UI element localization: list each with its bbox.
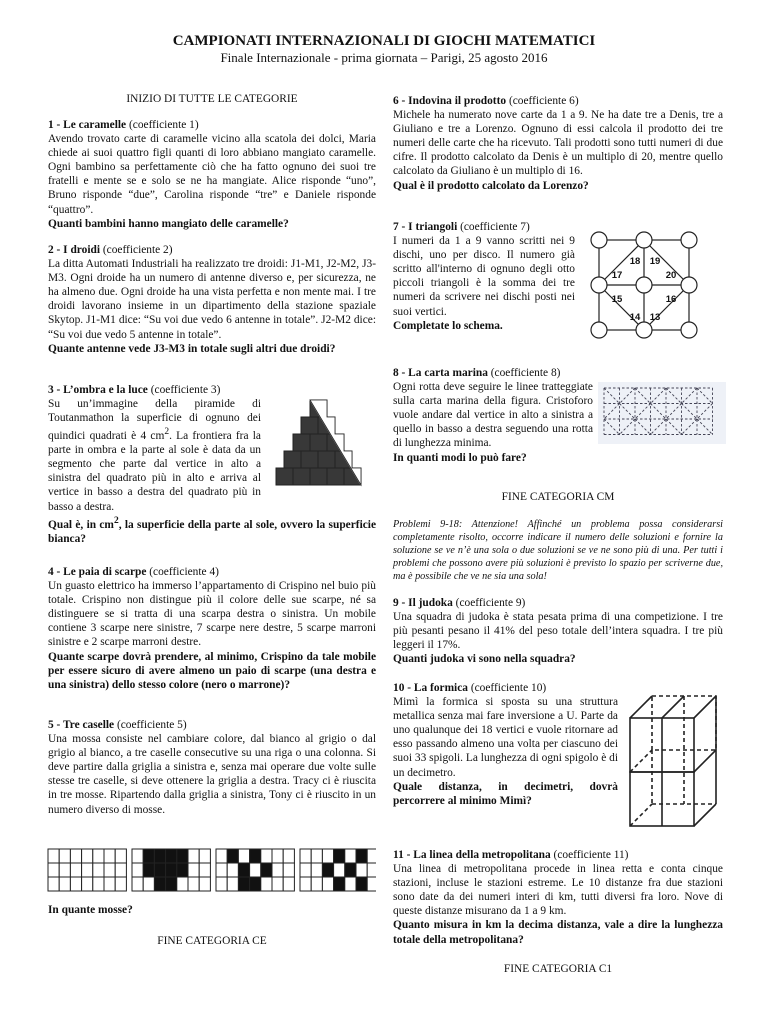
problem-11-coef: (coefficiente 11) bbox=[550, 849, 629, 861]
problem-7 bbox=[393, 220, 575, 333]
problem-8-text: Ogni rotta deve seguire le linee tratteggiate sulla carta marina della figura. Cristoforo vuole andare dal vertice in alto a sinistra a quello in basso a destra seguendo una rotta di lunghezza minima. bbox=[393, 381, 593, 450]
problem-6-coef: (coefficiente 6) bbox=[506, 95, 579, 107]
problem-5-coef: (coefficiente 5) bbox=[114, 719, 187, 731]
problem-8-question: In quanti modi lo può fare? bbox=[393, 451, 527, 464]
problem-7-title: 7 - I triangoli bbox=[393, 221, 458, 233]
tri-num-20: 20 bbox=[665, 270, 677, 281]
problem-10-question: Quale distanza, in decimetri, dovrà percorrere al minimo Mimì? bbox=[393, 780, 618, 807]
problem-3-coef: (coefficiente 3) bbox=[147, 384, 221, 396]
problem-11-title: 11 - La linea della metropolitana bbox=[393, 849, 551, 861]
problem-2-title: 2 - I droidi bbox=[48, 244, 101, 256]
problem-6-question: Qual è il prodotto calcolato da Lorenzo? bbox=[393, 179, 589, 192]
problem-4-text: Un guasto elettrico ha immerso l’appartamento di Crispino nel buio più totale. Crispino non distingue più il colore delle sue scarpe, né sa distinguere se si tratta di una scarpa destra o sinistra. Un mobile contiene 3 scarpe nere sinistre, 7 scarpe nere destre, 5 scarpe marroni sinistre e 2 scarpe marroni destre. bbox=[48, 580, 376, 649]
problem-8-coef: (coefficiente 8) bbox=[487, 367, 561, 379]
tri-num-13: 13 bbox=[649, 312, 661, 323]
problem-5-title: 5 - Tre caselle bbox=[48, 719, 115, 731]
page-subtitle: Finale Internazionale - prima giornata – Parigi, 25 agosto 2016 bbox=[220, 50, 548, 65]
tri-num-15: 15 bbox=[611, 294, 623, 305]
problem-7-question: Completate lo schema. bbox=[393, 319, 503, 332]
problem-6 bbox=[393, 94, 723, 193]
problem-3-text: Su un’immagine della piramide di Toutanmathon la superficie di ognuno dei quindici quadrati è 4 $cm^2$. La frontiera fra la parte in ombra e la parte al sole è data da un segmento che parte dal vertice in alto a sinistra del quadrato più in alto e arriva al vertice in basso a destra del quadrato più in basso a destra. bbox=[48, 398, 261, 513]
grid-3 bbox=[216, 849, 294, 891]
problem-9-text: Una squadra di judoka è stata pesata prima di una competizione. I tre più pesanti pesano il 41% del peso totale dell’intera squadra. I tre più leggeri il 17%. bbox=[393, 611, 723, 652]
problem-11 bbox=[393, 848, 723, 947]
problem-9 bbox=[393, 596, 723, 666]
problem-7-coef: (coefficiente 7) bbox=[457, 221, 530, 233]
problem-10-text: Mimì la formica si sposta su una struttura metallica senza mai fare inversione a U. Parte da uno qualunque dei 18 vertici e vuole ritornare ad esso passando almeno una volta per ciascuno dei suoi 33 spigoli. La lunghezza di ogni spigolo è di un decimetro. bbox=[393, 696, 618, 779]
fine-categoria-ce: FINE CATEGORIA CE bbox=[157, 935, 267, 947]
tri-num-14: 14 bbox=[629, 312, 641, 323]
sea-chart-figure bbox=[598, 382, 726, 444]
problem-9-title: 9 - Il judoka bbox=[393, 597, 453, 609]
problem-6-title: 6 - Indovina il prodotto bbox=[393, 95, 507, 107]
note-problems-9-18: Problemi 9-18: Attenzione! Affinché un problema possa considerarsi completamente risolto, occorre indicare il numero delle soluzioni e fornire la soluzione se ve n’è una sola o due soluzioni se ve ne sono più di una. Per tutti i problemi che possono avere più soluzioni è previsto lo spazio per scriverne due, ma è possibile che ve ne sia una sola! bbox=[393, 519, 723, 582]
problem-8-title: 8 - La carta marina bbox=[393, 367, 488, 379]
fine-categoria-c1: FINE CATEGORIA C1 bbox=[503, 963, 613, 975]
problem-10-coef: (coefficiente 10) bbox=[467, 682, 547, 694]
problem-2-question: Quante antenne vede J3-M3 in totale sugli altri due droidi? bbox=[48, 342, 336, 355]
problem-3-question: Qual è, in $cm^2$, la superficie della parte al sole, ovvero la superficie bianca? bbox=[48, 515, 377, 545]
problem-1-coef: (coefficiente 1) bbox=[126, 119, 199, 131]
problem-9-coef: (coefficiente 9) bbox=[452, 597, 526, 609]
problem-1-text: Avendo trovato carte di caramelle vicino alla scatola dei dolci, Maria chiede ai suoi quattro figli quanti di loro abbiano mangiato caramelle. Ogni bambino sa perfettamente ciò che ha fatto ognuno dei suoi tre fratelli e mente se e solo se ne ha mangiate. Alice risponde “uno”, Bruno risponde “due”, Carolina risponde “tre” e Daniele risponde “quattro”. bbox=[48, 133, 376, 216]
problem-4-title: 4 - Le paia di scarpe bbox=[48, 566, 147, 578]
problem-6-text: Michele ha numerato nove carte da 1 a 9. Ne ha date tre a Denis, tre a Giuliano e tre a Lorenzo. Ognuno di essi calcola il prodotto dei tre numeri delle carte che ha ricevuto. Tali prodotti sono tutti numeri di due cifre. Il prodotto calcolato da Denis è un multiplo di 20, mentre quello calcolato da Giuliano è un multiplo di 16. bbox=[393, 109, 723, 178]
triangles-figure bbox=[585, 226, 703, 344]
problem-4 bbox=[48, 565, 376, 692]
problem-2-coef: (coefficiente 2) bbox=[100, 244, 173, 256]
tri-num-19: 19 bbox=[649, 256, 661, 267]
grid-4 bbox=[300, 849, 376, 891]
problem-5-text: Una mossa consiste nel cambiare colore, dal bianco al grigio o dal grigio al bianco, a tre caselle consecutive su una riga o una colonna. Si deve partire dalla griglia a sinistra e, senza mai operare due volte sulle stesse tre caselle, si deve ottenere la griglia a destra. Tracy ci è riuscita in tre mosse. Ripartendo dalla griglia a sinistra, Tony ci è riuscito in un numero diverso di mosse. bbox=[48, 733, 376, 816]
problem-3-title: 3 - L’ombra e la luce bbox=[48, 384, 148, 396]
grids-figure bbox=[46, 846, 376, 894]
problem-4-question: Quante scarpe dovrà prendere, al minimo, Crispino da tale mobile per essere sicuro di avere almeno un paio di scarpe (una destra e una sinistra) dello stesso colore (nero o marrone)? bbox=[48, 650, 376, 691]
tri-num-16: 16 bbox=[665, 294, 677, 305]
problem-7-text: I numeri da 1 a 9 vanno scritti nei 9 dischi, uno per disco. Il numero già scritto all'interno di ognuno degli otto piccoli triangoli è la somma dei tre numeri da scrivere nei dischi posti nei suoi vertici. bbox=[393, 235, 575, 318]
metal-structure-figure bbox=[624, 690, 724, 840]
problem-5-question: In quante mosse? bbox=[48, 904, 133, 916]
problem-11-text: Una linea di metropolitana procede in linea retta e conta cinque stazioni, incluse le stazioni estreme. Le 10 distanze fra due stazioni sono date da dei numeri interi di km, tutti diversi fra loro. Nove di queste distanze misurano da 1 a 9 km. bbox=[393, 863, 723, 918]
intro-heading: INIZIO DI TUTTE LE CATEGORIE bbox=[126, 93, 298, 105]
problem-1-question: Quanti bambini hanno mangiato delle caramelle? bbox=[48, 217, 289, 230]
problem-1-title: 1 - Le caramelle bbox=[48, 119, 127, 131]
fine-categoria-cm: FINE CATEGORIA CM bbox=[501, 491, 615, 503]
problem-5 bbox=[48, 718, 376, 817]
tri-num-18: 18 bbox=[629, 256, 641, 267]
problem-8 bbox=[393, 366, 593, 465]
problem-10-title: 10 - La formica bbox=[393, 682, 468, 694]
problem-1 bbox=[48, 118, 376, 231]
problem-11-question: Quanto misura in km la decima distanza, vale a dire la lunghezza totale della metropolitana? bbox=[393, 919, 723, 946]
problem-9-question: Quanti judoka vi sono nella squadra? bbox=[393, 653, 576, 666]
pyramid-figure bbox=[270, 398, 375, 498]
problem-2-text: La ditta Automati Industriali ha realizzato tre droidi: J1-M1, J2-M2, J3-M3. Ogni droide ha un numero di antenne diverso e, per sicurezza, ne ha almeno due. Ogni droide ha una vista perfetta e non mente mai. I tre droidi lavorano insieme in un dipartimento della stazione spaziale Skytop. J1-M1 dice: “Su voi due vedo 6 antenne in totale”. J2-M2 dice: “Su voi due vedo 5 antenne in totale”. bbox=[48, 258, 376, 341]
grid-2 bbox=[132, 849, 210, 891]
tri-num-17: 17 bbox=[611, 270, 623, 281]
problem-4-coef: (coefficiente 4) bbox=[146, 566, 219, 578]
page-title: CAMPIONATI INTERNAZIONALI DI GIOCHI MATEMATICI bbox=[172, 33, 596, 49]
problem-2 bbox=[48, 243, 376, 356]
problem-10 bbox=[393, 681, 618, 808]
grid-1 bbox=[48, 849, 126, 891]
